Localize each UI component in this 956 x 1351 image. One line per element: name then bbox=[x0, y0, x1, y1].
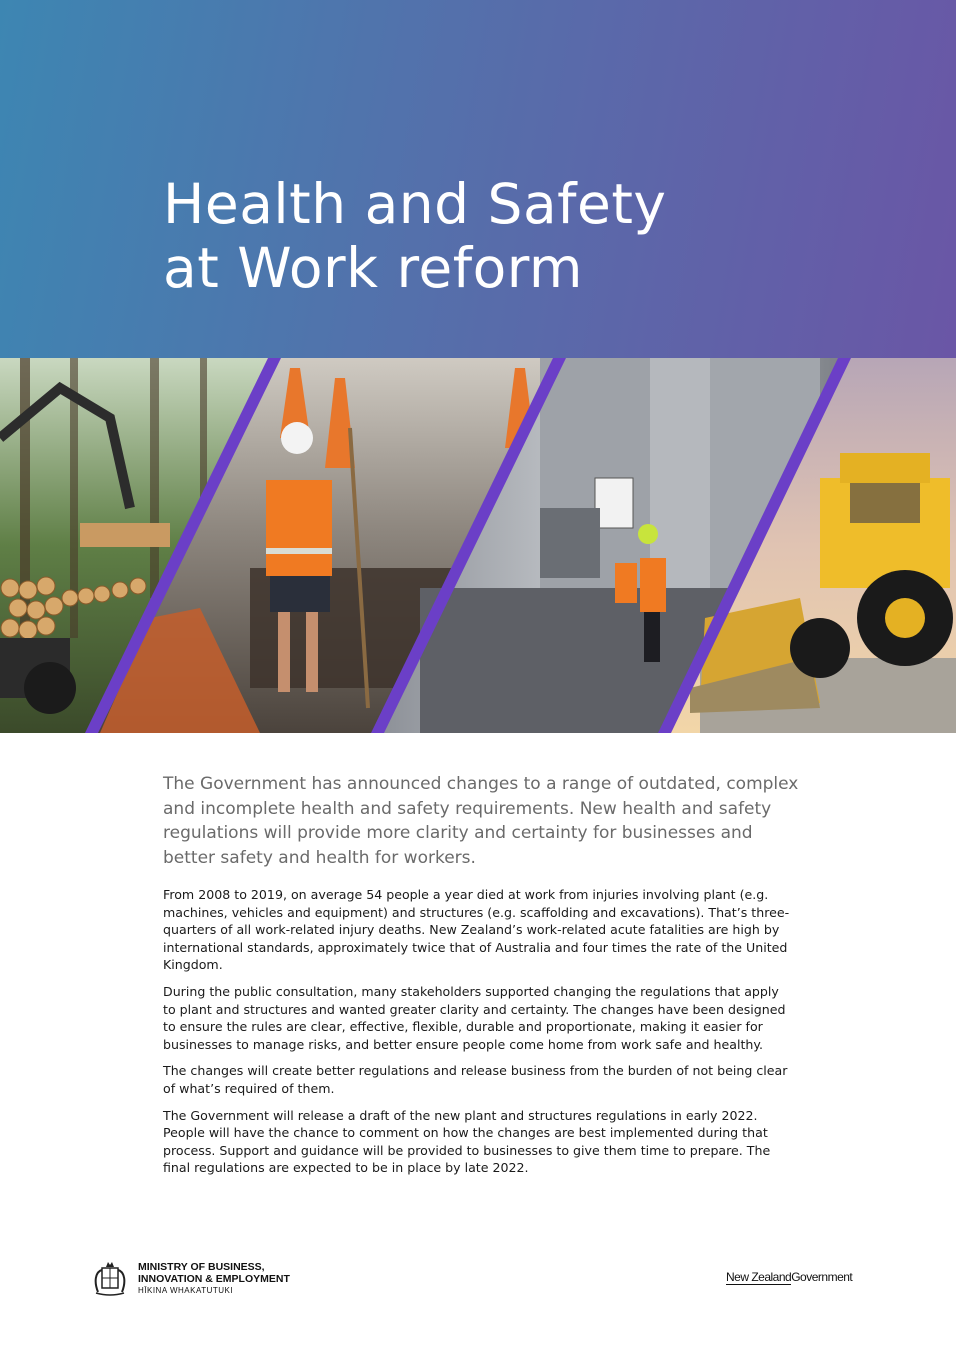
page-title bbox=[163, 172, 666, 300]
photo-collage bbox=[0, 358, 956, 733]
body-paragraph-4: The Government will release a draft of the new plant and structures regulations in early 2022. People will have the chance to comment on how the changes are best implemented during that process. Support and guidance will be provided to businesses to give them time to prepare. The final regulations are expected to be in place by late 2022. bbox=[163, 1107, 771, 1176]
body-paragraph-1: From 2008 to 2019, on average 54 people a year died at work from injuries involving plant (e.g. machines, vehicles and equipment) and structures (e.g. scaffolding and excavations). That’s three-quarters of all work-related injury deaths. New Zealand’s work-related acute fatalities are high by international standards, approximately twice that of Australia and four times the rate of the United Kingdom. bbox=[163, 887, 790, 973]
mbie-line-3: HĪKINA WHAKATUTUKI bbox=[138, 1285, 234, 1295]
nz-government-logo bbox=[726, 1270, 852, 1284]
nz-coat-of-arms-icon bbox=[90, 1258, 130, 1298]
nz-government-logo-part-2: Government bbox=[791, 1270, 853, 1284]
intro-lead: The Government has announced changes to a range of outdated, complex and incomplete health and safety requirements. New health and safety regulations will provide more clarity and certainty for businesses and better safety and health for workers. bbox=[163, 774, 799, 868]
mbie-wordmark bbox=[138, 1261, 290, 1296]
mbie-line-1: MINISTRY OF BUSINESS, bbox=[138, 1260, 265, 1273]
title-line-2: at Work reform bbox=[163, 236, 583, 300]
header-banner bbox=[0, 0, 956, 358]
body-paragraph-3: The changes will create better regulations and release business from the burden of not being clear of what’s required of them. bbox=[163, 1063, 788, 1096]
nz-government-logo-part-1: New Zealand bbox=[726, 1270, 792, 1284]
body-paragraph-2: During the public consultation, many stakeholders supported changing the regulations that apply to plant and structures and wanted greater clarity and certainty. The changes have been designed to ensure the rules are clear, effective, flexible, durable and proportionate, making it easier for businesses to manage risks, and better ensure people come home from work safe and healthy. bbox=[163, 983, 786, 1052]
title-line-1: Health and Safety bbox=[163, 172, 667, 236]
mbie-logo bbox=[90, 1258, 290, 1298]
body-text bbox=[163, 886, 795, 1186]
mbie-line-2: INNOVATION & EMPLOYMENT bbox=[138, 1272, 290, 1285]
